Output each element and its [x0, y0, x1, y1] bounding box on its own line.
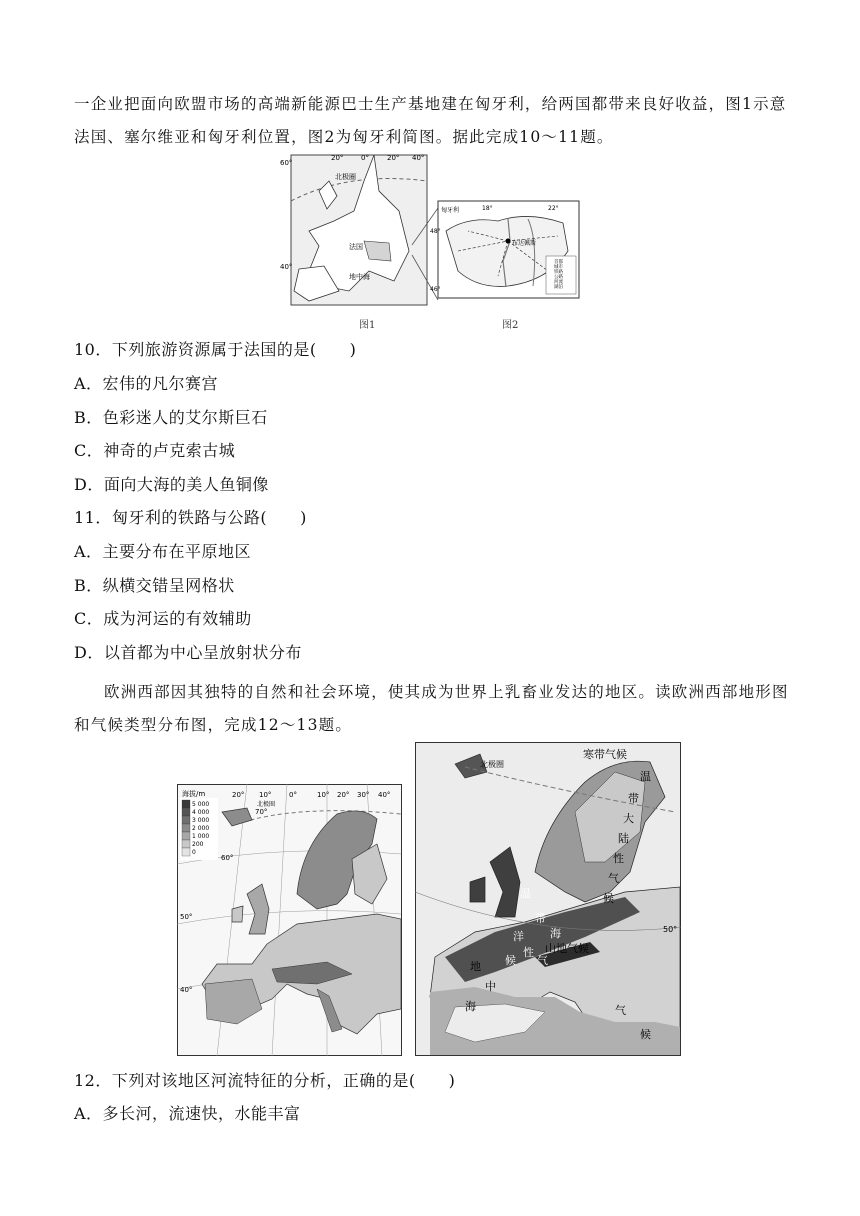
fig2-lat-48: 48° — [430, 228, 441, 235]
fig3-legend-swatch — [182, 840, 190, 848]
fig3-legend-swatch — [182, 824, 190, 832]
fig3-legend-swatch — [182, 832, 190, 840]
fig2-country-label: 匈牙利 — [441, 207, 460, 214]
fig3-lon-2: 0° — [289, 791, 297, 799]
question-11-stem: 11．匈牙利的铁路与公路( ) — [74, 508, 307, 527]
fig3-legend-swatch — [182, 800, 190, 808]
fig2-capital-label: 布达佩斯 — [512, 240, 537, 247]
question-10-option-a: A．宏伟的凡尔赛宫 — [74, 374, 219, 393]
figure-3-topo-map — [177, 784, 402, 1056]
fig3-legend-swatch — [182, 816, 190, 824]
fig2-legend-5: 湖泊 — [554, 285, 563, 290]
fig3-lat-40: 40° — [180, 986, 193, 994]
figure-1-map — [279, 151, 429, 331]
fig4-arctic-label: 北极圈 — [480, 760, 504, 769]
fig3-legend-value: 200 — [192, 841, 204, 848]
fig2-lat-46: 46° — [430, 286, 441, 293]
fig4-label-m6: 气 — [537, 954, 548, 967]
fig2-legend-1: 城市 — [554, 265, 563, 270]
fig4-label-m3: 海 — [550, 927, 561, 940]
fig2-legend-2: 铁路 — [554, 270, 563, 275]
fig4-label-m4: 洋 — [513, 930, 524, 943]
fig4-label-c1: 温 — [640, 770, 651, 783]
fig3-legend-value: 2 000 — [192, 825, 210, 832]
question-10-stem: 10．下列旅游资源属于法国的是( ) — [74, 340, 357, 359]
fig4-label-polar: 寒带气候 — [583, 748, 627, 761]
fig3-lon-0: 20° — [232, 791, 245, 799]
fig2-legend-0: 首都 — [554, 260, 563, 265]
figure-1-caption: 图1 — [359, 320, 376, 331]
fig1-lat-60: 60° — [280, 159, 293, 167]
fig2-legend-4: 河流 — [554, 280, 563, 285]
figure-2-map — [430, 201, 580, 331]
fig3-arctic-label: 北极圈 — [257, 801, 276, 808]
fig1-lon-0: 0° — [361, 154, 369, 162]
fig3-lat-60: 60° — [221, 854, 234, 862]
fig4-lat-50: 50° — [663, 925, 678, 934]
question-11-option-a: A．主要分布在平原地区 — [74, 542, 252, 561]
fig3-legend-title: 海拔/m — [182, 790, 206, 798]
figure-2-caption: 图2 — [502, 320, 519, 331]
fig2-lon-22: 22° — [548, 205, 559, 212]
fig3-legend-swatch — [182, 808, 190, 816]
zoom-connector — [410, 200, 440, 310]
fig1-lon-40e: 40° — [412, 154, 425, 162]
figure-4-climate-map — [415, 742, 681, 1056]
fig3-lat-50: 50° — [180, 913, 193, 921]
fig3-legend-value: 0 — [192, 849, 196, 856]
fig4-label-c7: 候 — [603, 892, 614, 905]
fig4-label-mountain: 山地气候 — [545, 942, 589, 955]
fig4-label-med3: 海 — [465, 1000, 476, 1013]
fig4-label-c4: 陆 — [618, 832, 629, 845]
fig4-label-m7: 候 — [505, 954, 516, 967]
fig4-label-med2: 中 — [485, 980, 496, 993]
fig3-lon-5: 30° — [357, 791, 370, 799]
question-11-option-d: D．以首都为中心呈放射状分布 — [74, 643, 302, 662]
question-12-option-a: A．多长河，流速快，水能丰富 — [74, 1104, 301, 1123]
fig3-legend-value: 5 000 — [192, 801, 210, 808]
fig4-label-c3: 大 — [623, 812, 634, 825]
question-10-option-d: D．面向大海的美人鱼铜像 — [74, 475, 269, 494]
question-11-option-b: B．纵横交错呈网格状 — [74, 576, 235, 595]
fig3-legend-value: 4 000 — [192, 809, 210, 816]
fig1-place-med: 地中海 — [349, 273, 370, 281]
fig1-arctic-label: 北极圈 — [335, 173, 356, 181]
question-11-option-c: C．成为河运的有效辅助 — [74, 609, 252, 628]
fig1-place-france: 法国 — [349, 243, 363, 251]
fig4-label-m1: 温 — [520, 887, 531, 900]
fig3-legend-value: 3 000 — [192, 817, 210, 824]
fig3-lon-6: 40° — [378, 791, 391, 799]
fig3-legend-value: 1 000 — [192, 833, 210, 840]
fig3-lon-3: 10° — [317, 791, 330, 799]
fig4-label-m2: 带 — [535, 912, 546, 925]
fig3-lon-4: 20° — [337, 791, 350, 799]
question-10-option-c: C．神奇的卢克索古城 — [74, 441, 236, 460]
fig1-lon-20w: 20° — [331, 154, 344, 162]
fig2-lon-18: 18° — [482, 205, 493, 212]
fig3-lon-1: 10° — [259, 791, 272, 799]
fig1-lat-40: 40° — [280, 263, 293, 271]
intro-paragraph-2: 欧洲西部因其独特的自然和社会环境，使其成为世界上乳畜业发达的地区。读欧洲西部地形图和气候类型分布图，完成12～13题。 — [74, 683, 789, 734]
fig4-label-med1: 地 — [470, 960, 481, 973]
fig4-label-m5: 性 — [523, 946, 534, 959]
fig4-label-c2: 带 — [628, 792, 639, 805]
fig4-label-c5: 性 — [613, 852, 624, 865]
fig1-lon-20e: 20° — [387, 154, 400, 162]
fig4-label-med5: 候 — [640, 1028, 651, 1041]
fig3-legend-swatch — [182, 848, 190, 856]
fig3-lat-70: 70° — [255, 808, 268, 816]
intro-paragraph-1: 一企业把面向欧盟市场的高端新能源巴士生产基地建在匈牙利，给两国都带来良好收益，图1示意法国、塞尔维亚和匈牙利位置，图2为匈牙利简图。据此完成10～11题。 — [74, 95, 787, 146]
fig4-label-c6: 气 — [608, 872, 619, 885]
fig2-legend-3: 公路 — [554, 275, 563, 280]
question-12-stem: 12．下列对该地区河流特征的分析，正确的是( ) — [74, 1071, 456, 1090]
fig4-label-med4: 气 — [615, 1004, 626, 1017]
question-10-option-b: B．色彩迷人的艾尔斯巨石 — [74, 408, 268, 427]
